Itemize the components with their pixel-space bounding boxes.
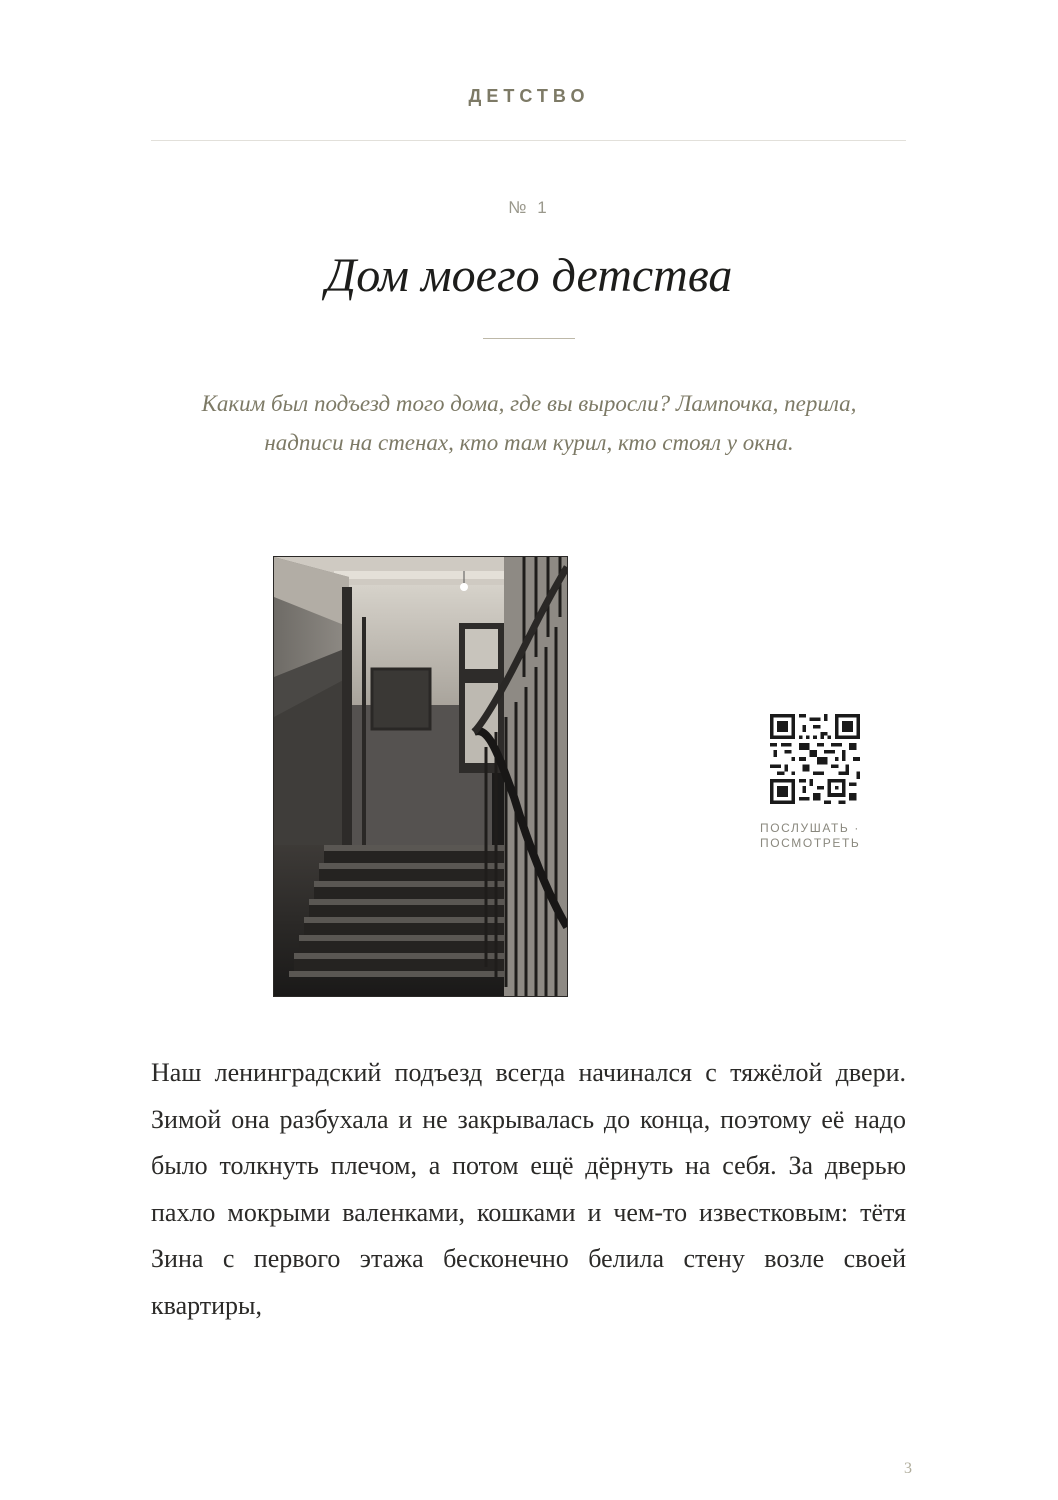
header-divider	[151, 140, 906, 141]
title-divider	[483, 338, 575, 339]
page-number: 3	[904, 1460, 912, 1477]
chapter-title: Дом моего детства	[325, 249, 733, 302]
qr-caption-line2: ПОСМОТРЕТЬ	[760, 836, 861, 850]
chapter-number: № 1	[508, 198, 550, 217]
section-header: ДЕТСТВО	[468, 86, 590, 106]
qr-caption	[760, 821, 900, 851]
qr-code-icon[interactable]	[770, 714, 860, 804]
body-text: Наш ленинградский подъезд всегда начинался с тяжёлой двери. Зимой она разбухала и не закрывалась до конца, поэтому её надо было толкнуть плечом, а потом ещё дёрнуть на себя. За дверью пахло мокрыми валенками, кошками и чем-то известковым: тётя Зина с первого этажа бесконечно белила стену возле своей квартиры,	[151, 1058, 906, 1320]
staircase-photo	[273, 556, 568, 997]
qr-caption-line1: ПОСЛУШАТЬ ·	[760, 821, 860, 835]
chapter-prompt: Каким был подъезд того дома, где вы выросли? Лампочка, перила, надписи на стенах, кто там курил, кто стоял у окна.	[201, 391, 857, 455]
